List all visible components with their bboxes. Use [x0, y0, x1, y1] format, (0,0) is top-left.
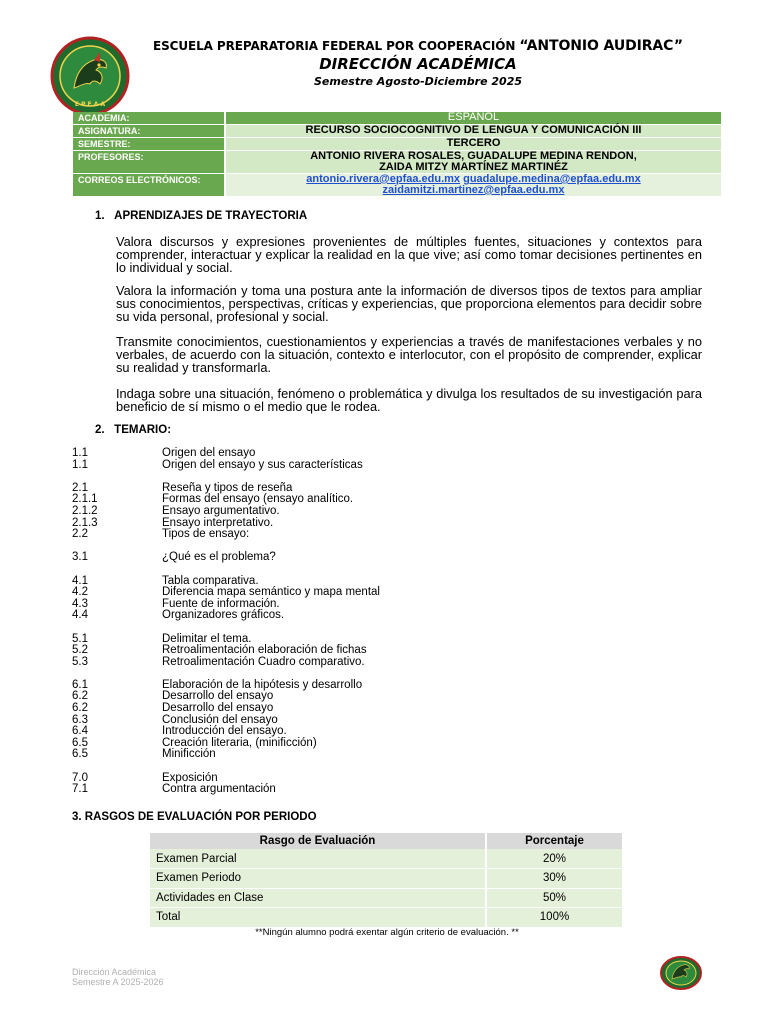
table-row: [150, 908, 623, 928]
footer-logo-icon: [660, 956, 702, 990]
asignatura-value: RECURSO SOCIOCOGNITIVO DE LENGUA Y COMUNICACIÓN III: [225, 125, 721, 138]
email-link-medina[interactable]: guadalupe.medina@epfaa.edu.mx: [463, 173, 641, 185]
info-row-profesores: [73, 151, 721, 174]
info-row-semestre: [73, 138, 721, 151]
temario-item-text: Desarrollo del ensayo: [162, 702, 274, 715]
rasgo-cell: Examen Parcial: [150, 849, 486, 869]
temario-item-text: Desarrollo del ensayo: [162, 690, 274, 703]
rasgo-cell: Actividades en Clase: [150, 888, 486, 908]
temario-item-text: Ensayo interpretativo.: [162, 516, 274, 529]
temario-item: [72, 506, 380, 518]
academia-label: ACADEMIA:: [73, 112, 225, 125]
course-info-table: [73, 112, 721, 197]
temario-item-text: Elaboración de la hipótesis y desarrollo: [162, 678, 363, 691]
temario-item-text: Tabla comparativa.: [162, 574, 259, 587]
email-link-martinez[interactable]: zaidamitzi.martinez@epfaa.edu.mx: [382, 184, 565, 196]
document-header: [140, 38, 696, 88]
profesores-label: PROFESORES:: [73, 151, 225, 174]
temario-item-number: 6.5: [72, 748, 88, 761]
academia-value: ESPAÑOL: [225, 112, 721, 125]
temario-item-number: 4.1: [72, 574, 88, 587]
semestre-value: TERCERO: [225, 138, 721, 151]
temario-item: [72, 448, 380, 460]
temario-item-text: Tipos de ensayo:: [162, 528, 250, 541]
temario-item-number: 7.0: [72, 771, 88, 784]
paragraph-2: Valora la información y toma una postura ante la información de diversos tipos de textos para ampliar sus conocimientos, perspectivas, críticas y experiencias, que proporciona elementos para decidir sobre su vida personal, profesional y social.: [116, 283, 702, 324]
rasgo-cell: Examen Periodo: [150, 869, 486, 889]
temario-item-text: Retroalimentación Cuadro comparativo.: [162, 655, 365, 668]
evaluation-note: **Ningún alumno podrá exentar algún criterio de evaluación. **: [255, 927, 519, 938]
temario-item-number: 6.3: [72, 713, 88, 726]
temario-item-text: Delimitar el tema.: [162, 632, 252, 645]
temario-item-text: Retroalimentación elaboración de fichas: [162, 644, 367, 657]
section-title-temario: 2. TEMARIO:: [95, 424, 172, 436]
info-row-asignatura: [73, 125, 721, 138]
section-title-rasgos: 3. RASGOS DE EVALUACIÓN POR PERIODO: [72, 811, 317, 823]
page-title: DIRECCIÓN ACADÉMICA: [319, 55, 517, 73]
temario-item: [72, 645, 380, 657]
email-link-rivera[interactable]: antonio.rivera@epfaa.edu.mx: [306, 173, 461, 185]
temario-item-number: 1.1: [72, 458, 88, 471]
temario-item-text: Minificción: [162, 748, 216, 761]
temario-item-text: Organizadores gráficos.: [162, 609, 285, 622]
temario-item-text: Ensayo argumentativo.: [162, 504, 280, 517]
temario-item-number: 5.1: [72, 632, 88, 645]
temario-item-number: 7.1: [72, 783, 88, 796]
temario-item-text: Exposición: [162, 771, 218, 784]
temario-item-text: Formas del ensayo (ensayo analítico.: [162, 493, 354, 506]
temario-item-text: Fuente de información.: [162, 597, 280, 610]
temario-item: [72, 529, 380, 541]
paragraph-3: Transmite conocimientos, cuestionamientos y experiencias a través de manifestaciones verbales y no verbales, de acuerdo con la situación, contexto e interlocutor, con el propósito de comprender, explicar su realidad y transformarla.: [116, 334, 702, 375]
temario-item: [72, 738, 380, 750]
temario-item: [72, 784, 380, 796]
info-row-academia: [73, 112, 721, 125]
temario-list: [72, 448, 380, 796]
temario-item: [72, 703, 380, 715]
temario-item-number: 2.1.3: [72, 516, 98, 529]
temario-item-number: 4.3: [72, 597, 88, 610]
temario-item-number: 6.1: [72, 678, 88, 691]
temario-item: [72, 460, 380, 472]
temario-item-text: Diferencia mapa semántico y mapa mental: [162, 586, 380, 599]
evaluation-table: [150, 833, 624, 928]
school-name: ESCUELA PREPARATORIA FEDERAL POR COOPERACIÓN “ANTONIO AUDIRAC”: [153, 38, 683, 54]
temario-item-number: 6.2: [72, 702, 88, 715]
temario-item: [72, 587, 380, 599]
asignatura-label: ASIGNATURA:: [73, 125, 225, 138]
info-row-correos: [73, 174, 721, 197]
column-header-rasgo: Rasgo de Evaluación: [150, 833, 486, 849]
temario-item-text: Creación literaria, (minificción): [162, 736, 317, 749]
school-logo-icon: [50, 36, 130, 116]
temario-item-number: 2.1.1: [72, 493, 98, 506]
table-row: [150, 888, 623, 908]
temario-item: [72, 657, 380, 669]
temario-item-text: Origen del ensayo: [162, 447, 256, 459]
temario-item-number: 2.2: [72, 528, 88, 541]
temario-item-text: Reseña y tipos de reseña: [162, 481, 293, 494]
semester-subtitle: Semestre Agosto-Diciembre 2025: [313, 75, 523, 88]
temario-item-number: 2.1.2: [72, 504, 98, 517]
temario-item-number: 1.1: [72, 447, 88, 459]
correos-value: [225, 174, 721, 197]
temario-item-number: 3.1: [72, 551, 88, 564]
svg-text:E P F A A: E P F A A: [74, 101, 106, 108]
temario-item: [72, 552, 380, 564]
temario-item-number: 2.1: [72, 481, 88, 494]
temario-item-number: 5.2: [72, 644, 88, 657]
temario-item-number: 4.4: [72, 609, 88, 622]
temario-item-text: Contra argumentación: [162, 783, 276, 796]
temario-item-text: Introducción del ensayo.: [162, 725, 287, 738]
semestre-label: SEMESTRE:: [73, 138, 225, 151]
temario-item-number: 4.2: [72, 586, 88, 599]
porcentaje-cell: 100%: [486, 908, 623, 928]
temario-item-number: 6.5: [72, 736, 88, 749]
section-title-aprendizajes: 1. APRENDIZAJES DE TRAYECTORIA: [95, 210, 308, 222]
paragraph-1: Valora discursos y expresiones provenientes de múltiples fuentes, situaciones y contextos para comprender, interactuar y explicar la realidad en la que vive; así como tomar decisiones pertinentes en lo individual y social.: [116, 234, 702, 275]
temario-item-text: Conclusión del ensayo: [162, 713, 278, 726]
temario-item-number: 6.4: [72, 725, 88, 738]
temario-item-number: 6.2: [72, 690, 88, 703]
paragraph-4: Indaga sobre una situación, fenómeno o problemática y divulga los resultados de su investigación para beneficio de sí mismo o el medio que le rodea.: [116, 386, 702, 414]
temario-item-text: Origen del ensayo y sus características: [162, 458, 363, 471]
porcentaje-cell: 30%: [486, 869, 623, 889]
temario-item: [72, 610, 380, 622]
column-header-porcentaje: Porcentaje: [486, 833, 623, 849]
profesores-value: ANTONIO RIVERA ROSALES, GUADALUPE MEDINA RENDON, ZAIDA MITZY MARTÍNEZ MARTINÉZ: [225, 151, 721, 174]
table-row: [150, 869, 623, 889]
footer-text: Dirección Académica Semestre A 2025-2026: [72, 967, 164, 987]
porcentaje-cell: 50%: [486, 888, 623, 908]
rasgo-cell: Total: [150, 908, 486, 928]
temario-item: [72, 749, 380, 761]
porcentaje-cell: 20%: [486, 849, 623, 869]
correos-label: CORREOS ELECTRÓNICOS:: [73, 174, 225, 197]
temario-item-text: ¿Qué es el problema?: [162, 551, 276, 564]
temario-item-number: 5.3: [72, 655, 88, 668]
table-row: [150, 849, 623, 869]
